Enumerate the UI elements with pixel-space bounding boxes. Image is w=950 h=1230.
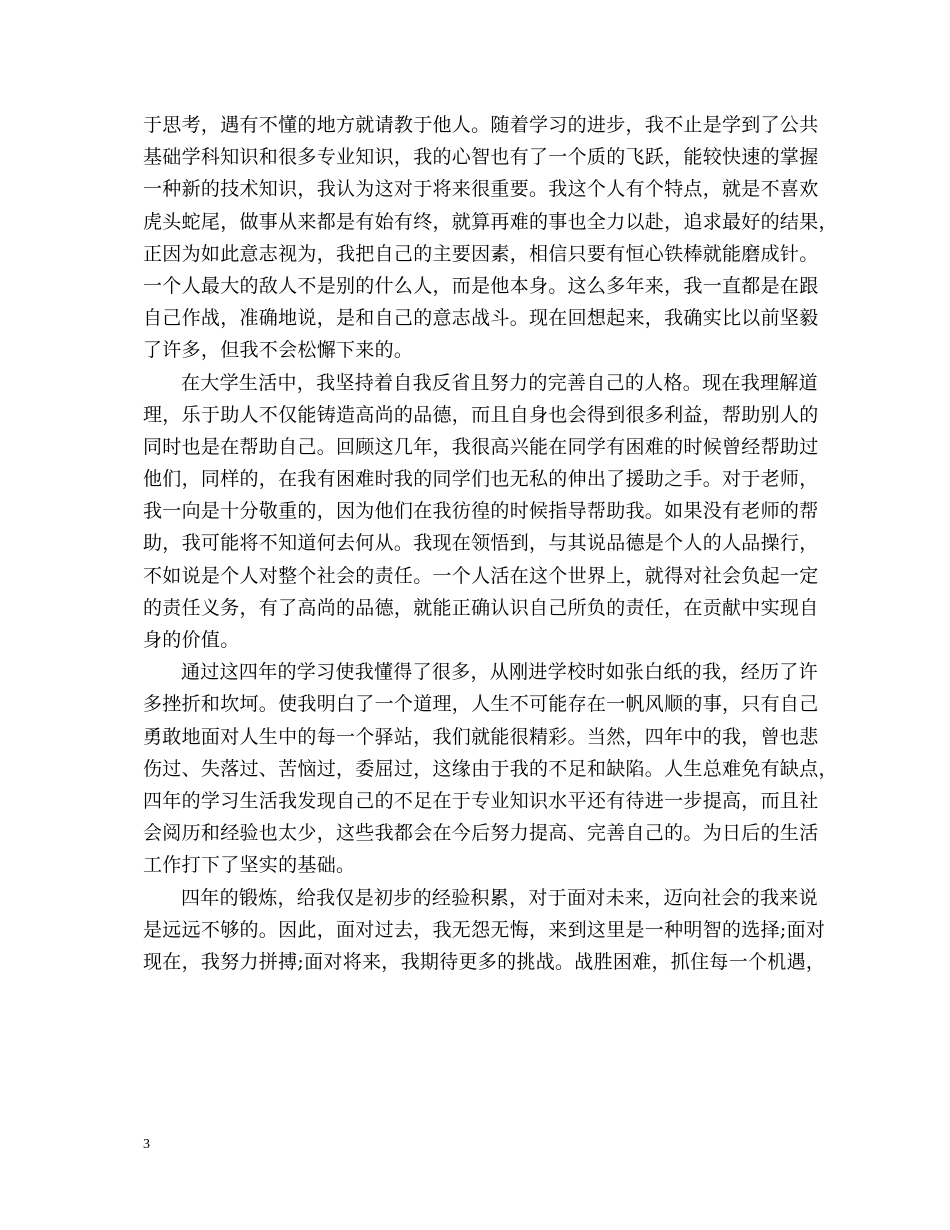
text-line: 基础学科知识和很多专业知识，我的心智也有了一个质的飞跃，能较快速的掌握 xyxy=(143,146,819,169)
text-line: 工作打下了坚实的基础。 xyxy=(143,854,356,877)
text-line: 不如说是个人对整个社会的责任。一个人活在这个世界上，就得对社会负起一定 xyxy=(143,564,819,587)
text-line: 会阅历和经验也太少，这些我都会在今后努力提高、完善自己的。为日后的生活 xyxy=(143,822,819,845)
paragraph-first-line: 通过这四年的学习使我懂得了很多，从刚进学校时如张白纸的我，经历了许 xyxy=(181,661,818,684)
text-line: 我一向是十分敬重的，因为他们在我彷徨的时候指导帮助我。如果没有老师的帮 xyxy=(143,500,819,523)
paragraph-first-line: 在大学生活中，我坚持着自我反省且努力的完善自己的人格。现在我理解道 xyxy=(181,371,818,394)
text-line: 自己作战，准确地说，是和自己的意志战斗。现在回想起来，我确实比以前坚毅 xyxy=(143,307,819,330)
text-line: 是远远不够的。因此，面对过去，我无怨无悔，来到这里是一种明智的选择;面对 xyxy=(143,918,826,941)
text-line: 勇敢地面对人生中的每一个驿站，我们就能很精彩。当然，四年中的我，曾也悲 xyxy=(143,725,819,748)
text-line: 多挫折和坎坷。使我明白了一个道理，人生不可能存在一帆风顺的事，只有自己 xyxy=(143,693,819,716)
text-line: 理，乐于助人不仅能铸造高尚的品德，而且自身也会得到很多利益，帮助别人的 xyxy=(143,403,819,426)
text-line: 一个人最大的敌人不是别的什么人，而是他本身。这么多年来，我一直都是在跟 xyxy=(143,274,819,297)
paragraph-first-line: 四年的锻炼，给我仅是初步的经验积累，对于面对未来，迈向社会的我来说 xyxy=(181,886,818,909)
text-line: 虎头蛇尾，做事从来都是有始有终，就算再难的事也全力以赴，追求最好的结果， xyxy=(143,210,838,233)
text-line: 身的价值。 xyxy=(143,629,240,651)
page-number: 3 xyxy=(143,1137,150,1152)
text-line: 正因为如此意志视为，我把自己的主要因素，相信只要有恒心铁棒就能磨成针。 xyxy=(143,242,819,265)
text-line: 于思考，遇有不懂的地方就请教于他人。随着学习的进步，我不止是学到了公共 xyxy=(143,114,819,136)
text-line: 同时也是在帮助自己。回顾这几年，我很高兴能在同学有困难的时候曾经帮助过 xyxy=(143,435,819,458)
text-line: 他们，同样的，在我有困难时我的同学们也无私的伸出了援助之手。对于老师， xyxy=(143,468,819,491)
text-line: 助，我可能将不知道何去何从。我现在领悟到，与其说品德是个人的人品操行， xyxy=(143,532,819,555)
text-line: 了许多，但我不会松懈下来的。 xyxy=(143,339,414,362)
text-line: 现在，我努力拼搏;面对将来，我期待更多的挑战。战胜困难，抓住每一个机遇， xyxy=(143,950,826,973)
text-line: 四年的学习生活我发现自己的不足在于专业知识水平还有待进一步提高，而且社 xyxy=(143,789,819,812)
text-line: 一种新的技术知识，我认为这对于将来很重要。我这个人有个特点，就是不喜欢 xyxy=(143,178,819,201)
body-text xyxy=(143,109,838,978)
text-line: 伤过、失落过、苦恼过，委屈过，这缘由于我的不足和缺陷。人生总难免有缺点， xyxy=(143,757,838,780)
text-line: 的责任义务，有了高尚的品德，就能正确认识自己所负的责任，在贡献中实现自 xyxy=(143,596,819,619)
